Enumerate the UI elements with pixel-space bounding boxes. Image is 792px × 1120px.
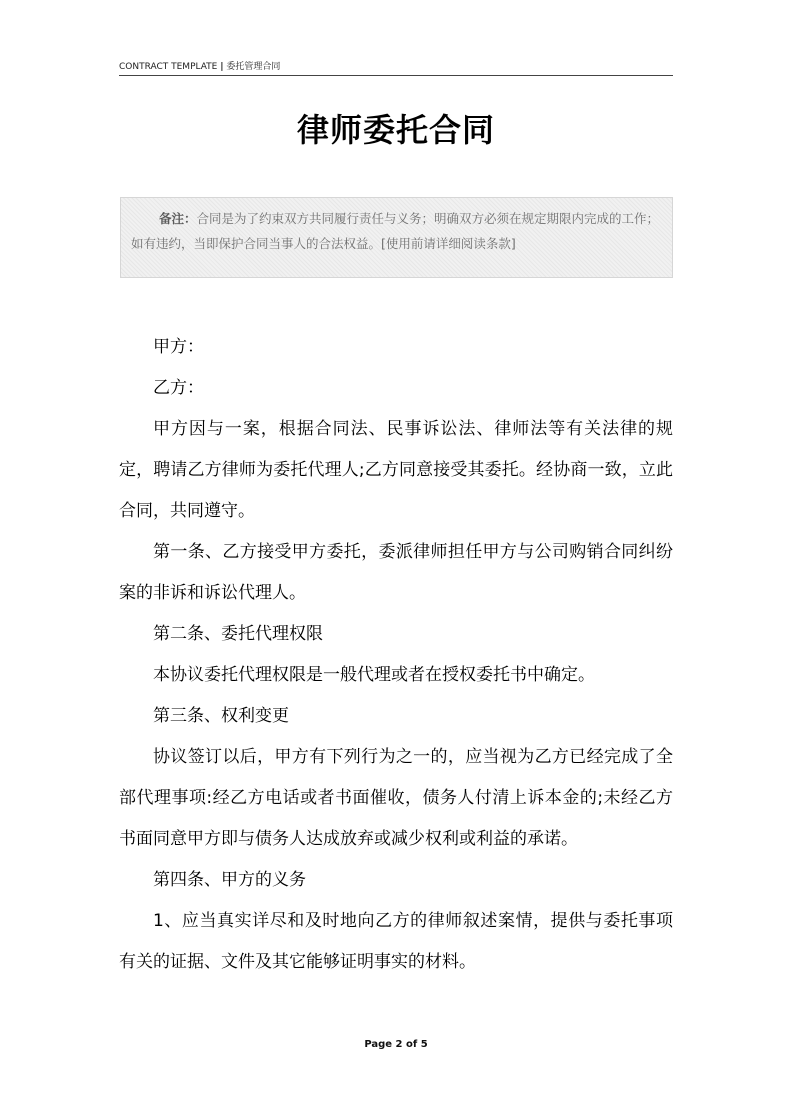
note-box	[120, 197, 673, 278]
header-doc-name: 委托管理合同	[226, 62, 281, 72]
preamble-paragraph: 甲方因与一案，根据合同法、民事诉讼法、律师法等有关法律的规定，聘请乙方律师为委托代理人;乙方同意接受其委托。经协商一致，立此合同，共同遵守。	[119, 419, 673, 521]
party-b-line: 乙方：	[153, 378, 204, 398]
header-template-label: CONTRACT TEMPLATE	[119, 62, 218, 72]
header-separator: |	[220, 62, 224, 72]
document-title: 律师委托合同	[296, 111, 495, 149]
page-number: Page 2 of 5	[364, 1039, 428, 1050]
article-4-item-1: 1、应当真实详尽和及时地向乙方的律师叙述案情，提供与委托事项有关的证据、文件及其它能够证明事实的材料。	[119, 911, 673, 972]
contract-body	[119, 327, 673, 983]
note-text: 合同是为了约束双方共同履行责任与义务；明确双方必须在规定期限内完成的工作；如有违约，当即保护合同当事人的合法权益。[使用前请详细阅读条款]	[131, 211, 660, 251]
article-2-heading: 第二条、委托代理权限	[153, 624, 323, 644]
article-2-paragraph: 本协议委托代理权限是一般代理或者在授权委托书中确定。	[153, 665, 595, 685]
article-3-heading: 第三条、权利变更	[153, 706, 289, 726]
page-header	[119, 61, 673, 76]
note-label: 备注：	[159, 211, 197, 226]
article-4-heading: 第四条、甲方的义务	[153, 870, 306, 890]
party-a-line: 甲方：	[153, 337, 204, 357]
article-3-paragraph: 协议签订以后，甲方有下列行为之一的，应当视为乙方已经完成了全部代理事项:经乙方电话或者书面催收，债务人付清上诉本金的;未经乙方书面同意甲方即与债务人达成放弃或减少权利或利益的承诺。	[119, 747, 673, 849]
article-1-paragraph: 第一条、乙方接受甲方委托，委派律师担任甲方与公司购销合同纠纷案的非诉和诉讼代理人。	[119, 542, 673, 603]
